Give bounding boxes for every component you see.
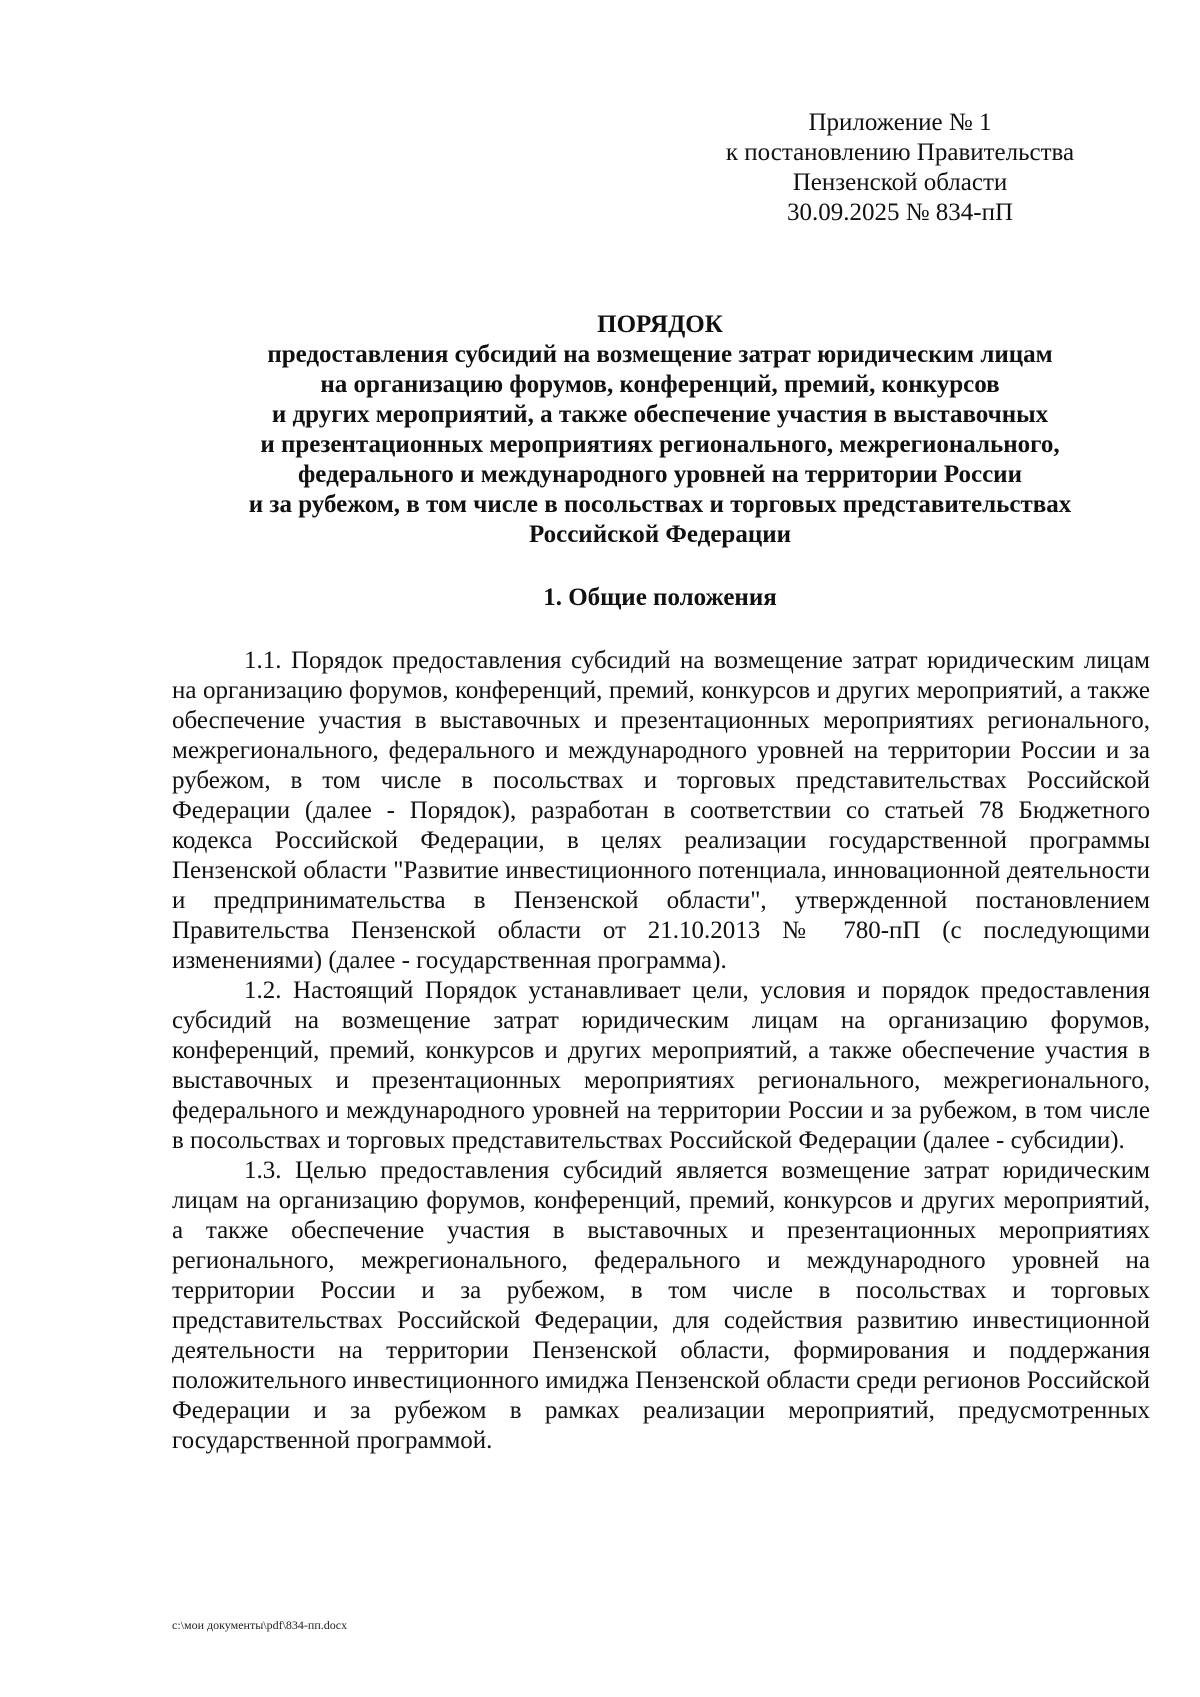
title-line: и других мероприятий, а также обеспечение участия в выставочных (271, 401, 1049, 428)
title-line: и за рубежом, в том числе в посольствах и торговых представительствах (248, 491, 1072, 518)
paragraph-1-3: 1.3. Целью предоставления субсидий является возмещение затрат юридическим лицам на организацию форумов, конференций, премий, конкурсов и других мероприятий, а также обеспечение участия в выставочных и презентационных мероприятиях регионального, межрегионального, федерального и международного уровней на территории России и за рубежом, в том числе в посольствах и торговых представительствах Российской Федерации, для содействия развитию инвестиционной деятельности на территории Пензенской области, формирования и поддержания положительного инвестиционного имиджа Пензенской области среди регионов Российской Федерации и за рубежом в рамках реализации мероприятий, предусмотренных государственной программой. (172, 1157, 1150, 1454)
title-line: на организацию форумов, конференций, премий, конкурсов (320, 371, 1000, 398)
annex-header (690, 108, 1110, 228)
annex-region: Пензенской области (792, 169, 1008, 196)
annex-number: Приложение № 1 (808, 109, 992, 136)
annex-reference: к постановлению Правительства (725, 139, 1075, 166)
title-line: Российской Федерации (528, 521, 792, 548)
paragraph-1-2: 1.2. Настоящий Порядок устанавливает цели, условия и порядок предоставления субсидий на возмещение затрат юридическим лицам на организацию форумов, конференций, премий, конкурсов и других мероприятий, а также обеспечение участия в выставочных и презентационных мероприятиях регионального, межрегионального, федерального и международного уровней на территории России и за рубежом, в том числе в посольствах и торговых представительствах Российской Федерации (далее - субсидии). (172, 977, 1150, 1154)
title-line: и презентационных мероприятиях регионального, межрегионального, (260, 431, 1060, 458)
section-body (172, 646, 1150, 1456)
section-heading: 1. Общие положения (543, 584, 777, 611)
paragraph-1-1: 1.1. Порядок предоставления субсидий на возмещение затрат юридическим лицам на организацию форумов, конференций, премий, конкурсов и других мероприятий, а также обеспечение участия в выставочных и презентационных мероприятиях регионального, межрегионального, федерального и международного уровней на территории России и за рубежом, в том числе в посольствах и торговых представительствах Российской Федерации (далее - Порядок), разработан в соответствии со статьей 78 Бюджетного кодекса Российской Федерации, в целях реализации государственной программы Пензенской области "Развитие инвестиционного потенциала, инновационной деятельности и предпринимательства в Пензенской области", утвержденной постановлением Правительства Пензенской области от 21.10.2013 № 780-пП (с последующими изменениями) (далее - государственная программа). (172, 647, 1150, 974)
title-main: ПОРЯДОК (597, 311, 723, 338)
document-title (110, 310, 1200, 550)
title-line: предоставления субсидий на возмещение затрат юридическим лицам (267, 341, 1053, 368)
title-line: федерального и международного уровней на территории России (298, 461, 1022, 488)
footer-file-path: c:\мои документы\pdf\834-пп.docx (172, 1618, 348, 1632)
annex-date-number: 30.09.2025 № 834-пП (786, 199, 1014, 226)
